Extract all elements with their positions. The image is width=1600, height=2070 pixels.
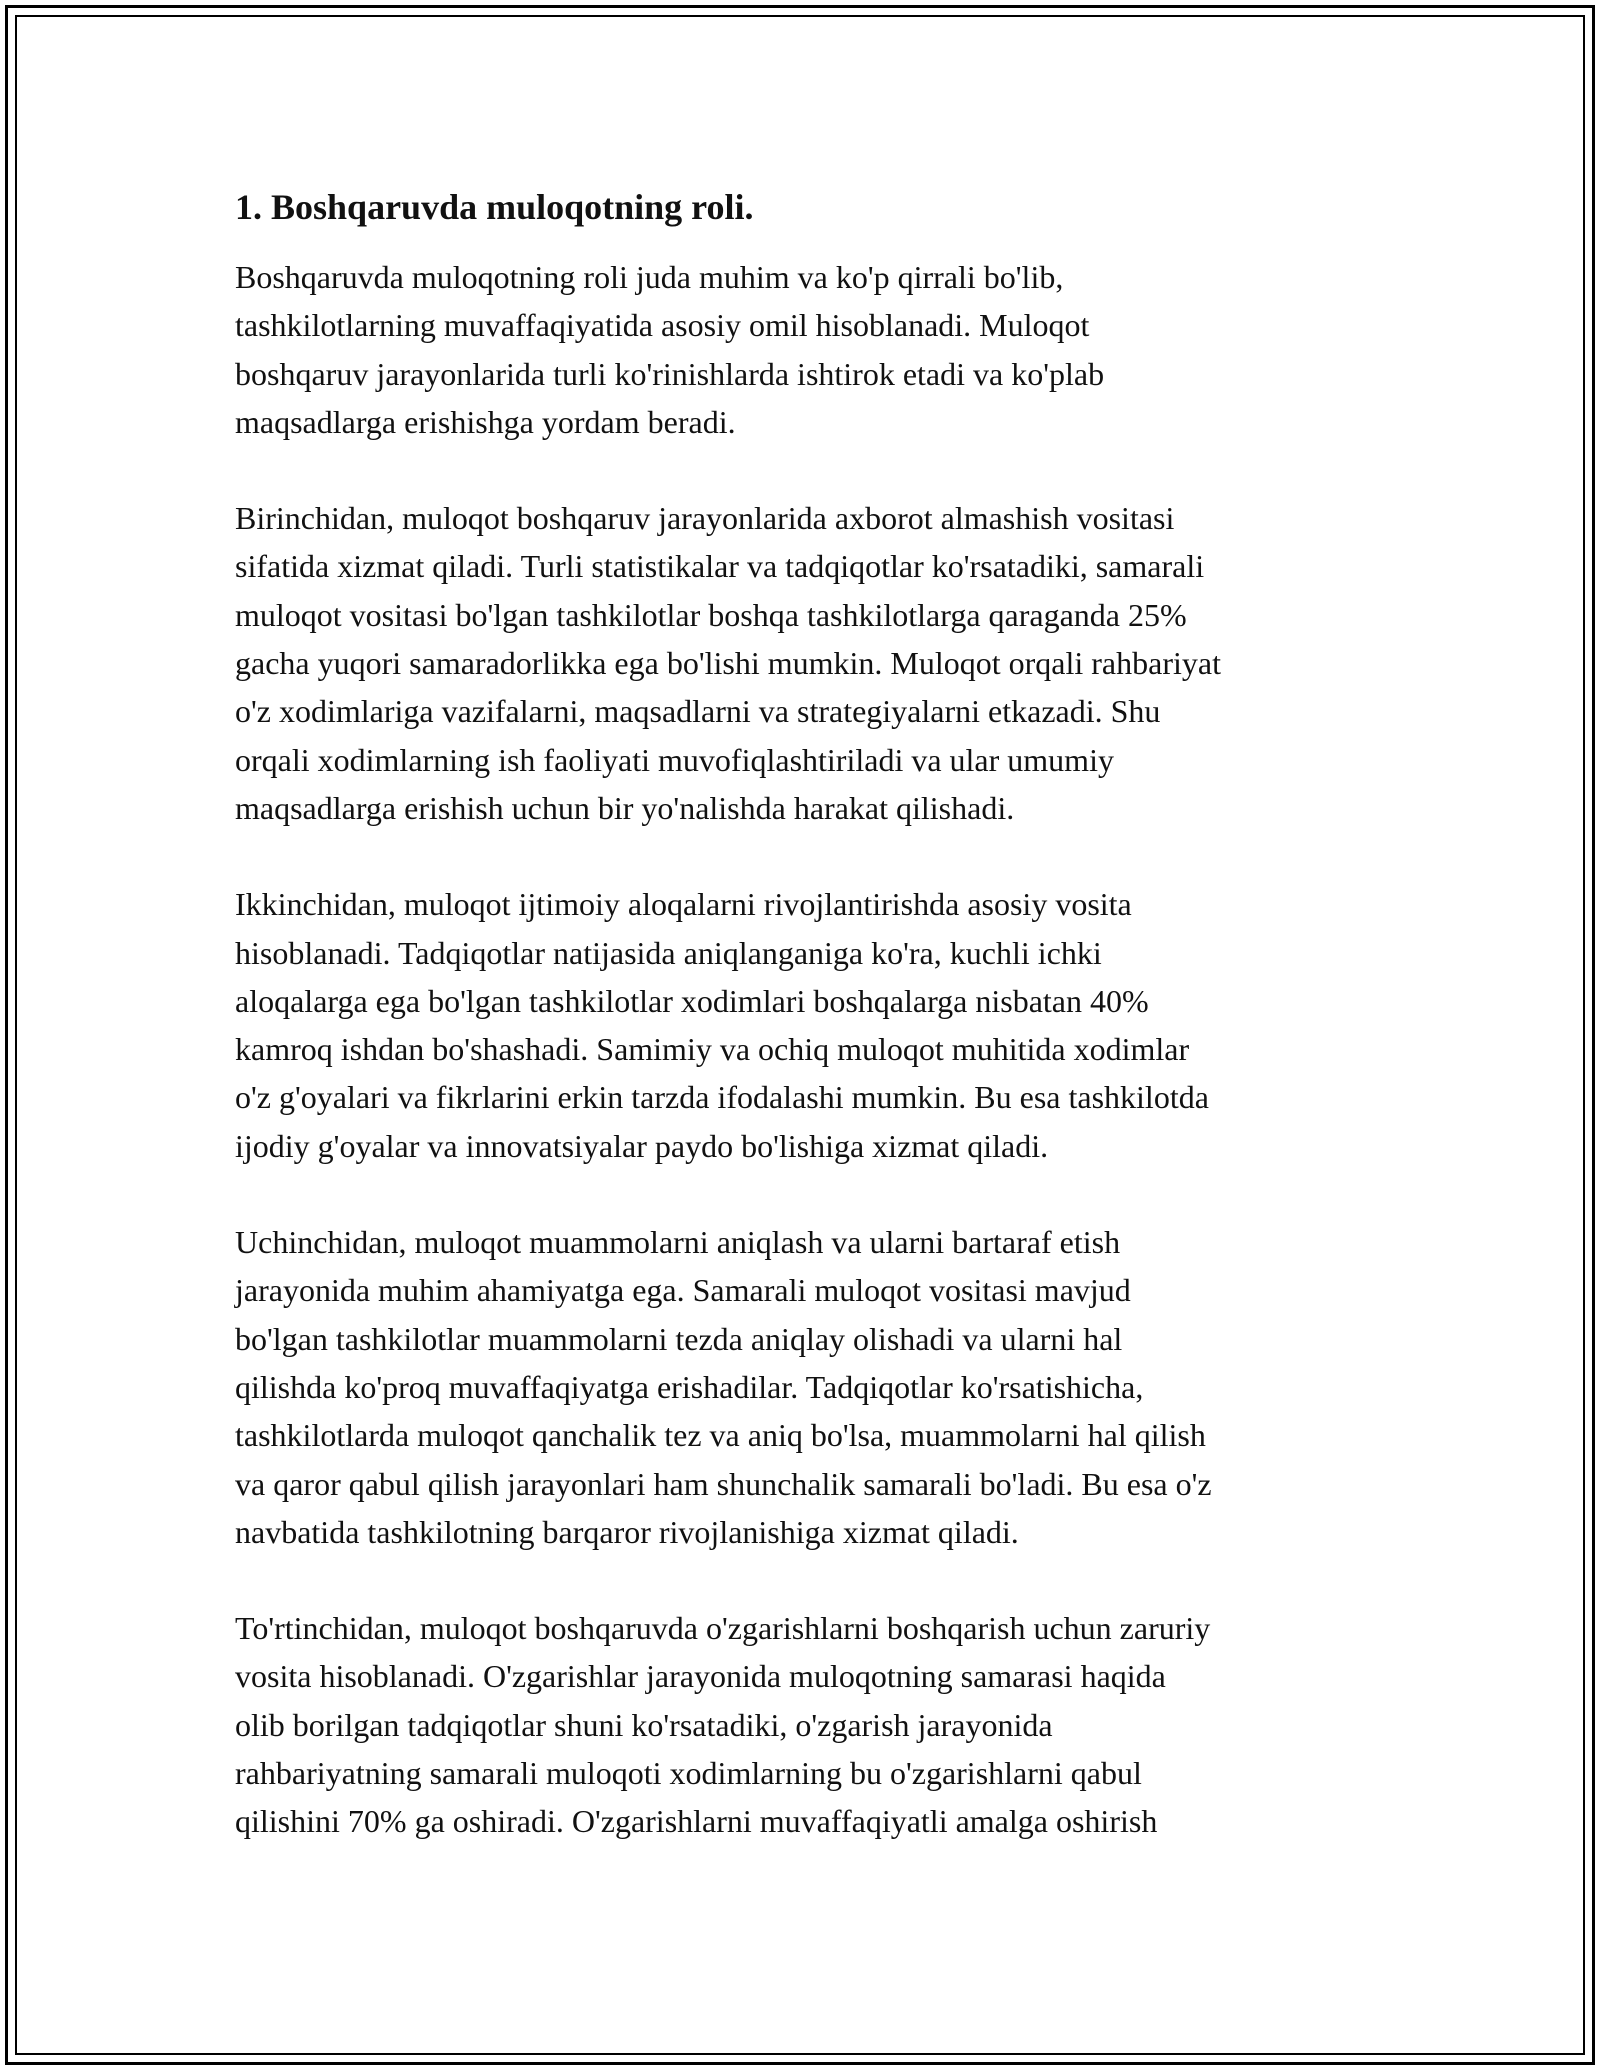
document-body [235,183,1375,1894]
text-line: Uchinchidan, muloqot muammolarni aniqlash va ularni bartaraf etish [235,1224,1121,1261]
text-line: orqali xodimlarning ish faoliyati muvofiqlashtiriladi va ular umumiy [235,741,1114,778]
paragraph-second [235,880,1375,1170]
text-line: va qaror qabul qilish jarayonlari ham shunchalik samarali bo'ladi. Bu esa o'z [235,1465,1212,1502]
paragraph-third [235,1218,1375,1556]
text-line: bo'lgan tashkilotlar muammolarni tezda aniqlay olishadi va ularni hal [235,1320,1123,1357]
section-heading: 1. Boshqaruvda muloqotning roli. [235,187,754,227]
text-line: To'rtinchidan, muloqot boshqaruvda o'zgarishlarni boshqarish uchun zaruriy [235,1610,1211,1647]
text-line: qilishini 70% ga oshiradi. O'zgarishlarni muvaffaqiyatli amalga oshirish [235,1803,1158,1840]
text-line: maqsadlarga erishish uchun bir yo'nalishda harakat qilishadi. [235,789,1015,826]
text-line: tashkilotlarda muloqot qanchalik tez va aniq bo'lsa, muammolarni hal qilish [235,1417,1206,1454]
text-line: boshqaruv jarayonlarida turli ko'rinishlarda ishtirok etadi va ko'plab [235,355,1105,392]
text-line: Boshqaruvda muloqotning roli juda muhim va ko'p qirrali bo'lib, [235,259,1064,295]
text-line: aloqalarga ega bo'lgan tashkilotlar xodimlari boshqalarga nisbatan 40% [235,982,1149,1019]
text-line: Birinchidan, muloqot boshqaruv jarayonlarida axborot almashish vositasi [235,500,1175,537]
text-line: maqsadlarga erishishga yordam beradi. [235,403,736,440]
paragraph-first [235,494,1375,832]
text-line: ijodiy g'oyalar va innovatsiyalar paydo bo'lishiga xizmat qiladi. [235,1127,1049,1164]
text-line: kamroq ishdan bo'shashadi. Samimiy va ochiq muloqot muhitida xodimlar [235,1031,1190,1068]
text-line: Ikkinchidan, muloqot ijtimoiy aloqalarni rivojlantirishda asosiy vosita [235,886,1132,923]
text-line: o'z g'oyalari va fikrlarini erkin tarzda ifodalashi mumkin. Bu esa tashkilotda [235,1079,1209,1116]
text-line: muloqot vositasi bo'lgan tashkilotlar boshqa tashkilotlarga qaraganda 25% [235,596,1187,633]
text-line: navbatida tashkilotning barqaror rivojlanishiga xizmat qiladi. [235,1513,1019,1550]
text-line: o'z xodimlariga vazifalarni, maqsadlarni va strategiyalarni etkazadi. Shu [235,693,1161,730]
text-line: tashkilotlarning muvaffaqiyatida asosiy omil hisoblanadi. Muloqot [235,307,1090,344]
text-line: rahbariyatning samarali muloqoti xodimlarning bu o'zgarishlarni qabul [235,1755,1142,1792]
text-line: qilishda ko'proq muvaffaqiyatga erishadilar. Tadqiqotlar ko'rsatishicha, [235,1368,1144,1405]
text-line: vosita hisoblanadi. O'zgarishlar jarayonida muloqotning samarasi haqida [235,1658,1166,1695]
text-line: jarayonida muhim ahamiyatga ega. Samarali muloqot vositasi mavjud [235,1272,1131,1309]
paragraph-intro [235,253,1375,446]
text-line: sifatida xizmat qiladi. Turli statistikalar va tadqiqotlar ko'rsatadiki, samarali [235,548,1205,585]
text-line: hisoblanadi. Tadqiqotlar natijasida aniqlanganiga ko'ra, kuchli ichki [235,934,1102,971]
text-line: olib borilgan tadqiqotlar shuni ko'rsatadiki, o'zgarish jarayonida [235,1706,1053,1743]
paragraph-fourth [235,1604,1375,1845]
text-line: gacha yuqori samaradorlikka ega bo'lishi mumkin. Muloqot orqali rahbariyat [235,645,1221,682]
